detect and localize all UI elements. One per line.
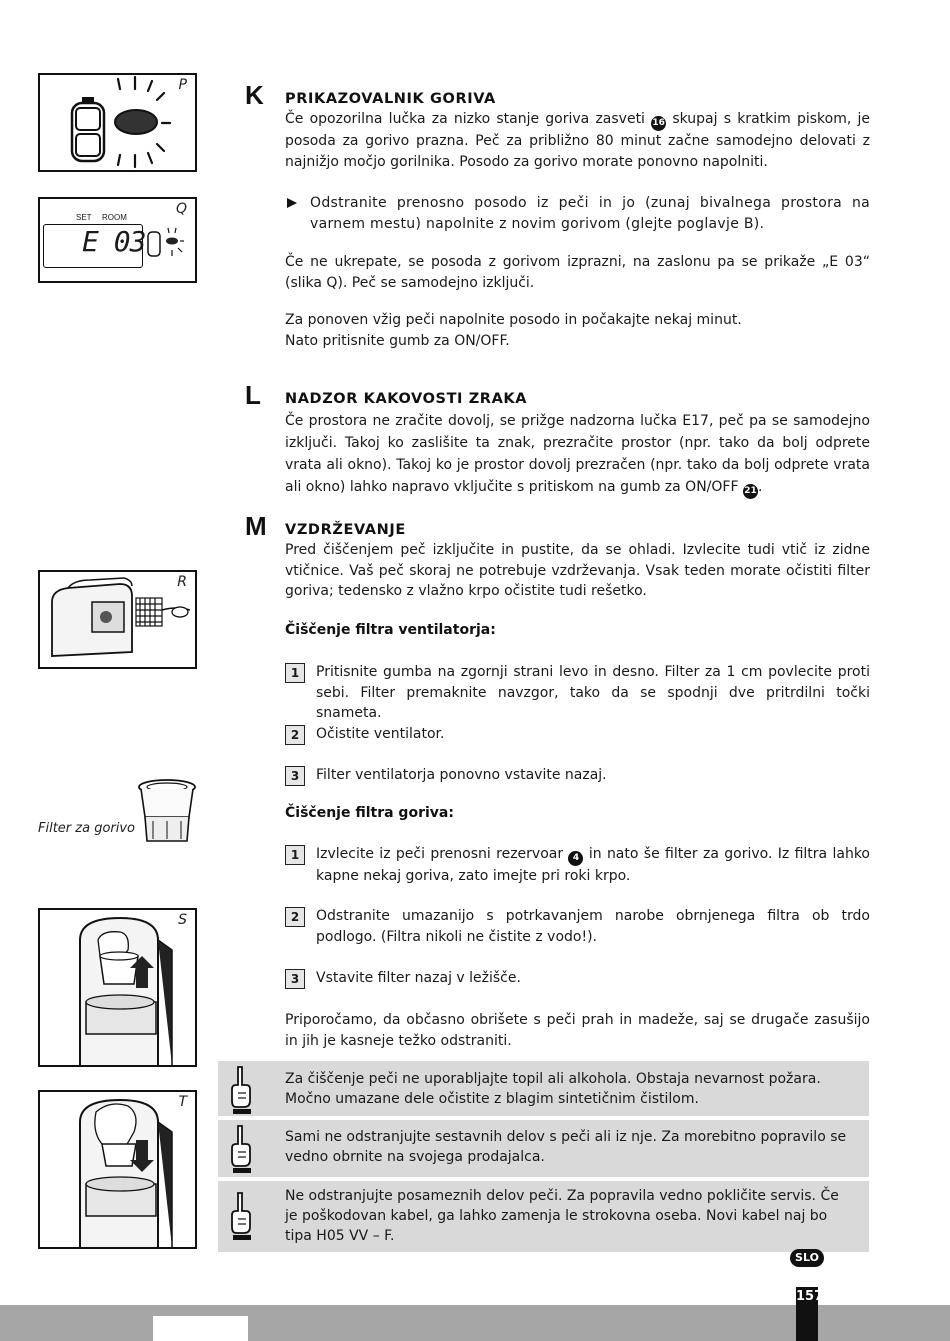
section-letter-k: K bbox=[245, 80, 264, 110]
paragraph: Za ponoven vžig peči napolnite posodo in počakajte nekaj minut. Nato pritisnite gumb za ON/OFF. bbox=[285, 312, 742, 349]
footer-tab bbox=[153, 1316, 248, 1341]
display-room-label: ROOM bbox=[102, 213, 127, 222]
figure-label: T bbox=[178, 1094, 187, 1110]
step-text: Očistite ventilator. bbox=[316, 726, 445, 742]
warning-note bbox=[218, 1120, 869, 1177]
figure-r bbox=[38, 570, 197, 669]
figure-label: S bbox=[178, 912, 187, 928]
bullet-text: Odstranite prenosno posodo iz peči in jo (zunaj bivalnega prostora na varnem mestu) napolnite z novim gorivom (glejte poglavje B). bbox=[310, 195, 870, 232]
figure-label: P bbox=[178, 77, 187, 93]
figure-label: Q bbox=[175, 201, 187, 217]
subheading-fan-filter: Čiščenje filtra ventilatorja: bbox=[285, 622, 496, 638]
section-title-air-quality: NADZOR KAKOVOSTI ZRAKA bbox=[285, 391, 528, 407]
step-text: Filter ventilatorja ponovno vstavite nazaj. bbox=[316, 767, 607, 783]
warning-note bbox=[218, 1061, 869, 1116]
step-number: 3 bbox=[285, 969, 305, 989]
reference-badge: 21 bbox=[743, 484, 758, 499]
subheading-fuel-filter: Čiščenje filtra goriva: bbox=[285, 805, 454, 821]
figure-q bbox=[38, 197, 197, 283]
fuel-filter-icon bbox=[135, 777, 199, 845]
step-number: 1 bbox=[285, 845, 305, 865]
pointing-hand-icon bbox=[226, 1124, 256, 1174]
section-title-maintenance: VZDRŽEVANJE bbox=[285, 522, 406, 538]
figure-p bbox=[38, 73, 197, 172]
step-number: 2 bbox=[285, 725, 305, 745]
note-text: Za čiščenje peči ne uporabljajte topil ali alkohola. Obstaja nevarnost požara. Močno umazane dele očistite z blagim sintetičnim čistilom. bbox=[285, 1071, 821, 1107]
paragraph: Pred čiščenjem peč izključite in pustite, da se ohladi. Izvlecite tudi vtič iz zidne vtičnice. Vaš peč skoraj ne potrebuje vzdrževanja. Vsak teden morate očistiti filter goriva; tedensko z vlažno krpo očistite tudi rešetko. bbox=[285, 542, 870, 599]
step-text: Odstranite umazanijo s potrkavanjem narobe obrnjenega filtra ob trdo podlogo. (Filtra nikoli ne čistite z vodo!). bbox=[316, 908, 870, 945]
figure-label: R bbox=[177, 574, 187, 590]
section-letter-m: M bbox=[245, 511, 267, 541]
step-text: Pritisnite gumba na zgornji strani levo in desno. Filter za 1 cm povlecite proti sebi. Filter premaknite navzgor, tako da se spodnji dve pritrdilni točki snameta. bbox=[316, 664, 870, 721]
reference-badge: 4 bbox=[568, 851, 583, 866]
step-number: 3 bbox=[285, 766, 305, 786]
section-letter-l: L bbox=[245, 380, 261, 410]
step-text: Izvlecite iz peči prenosni rezervoar 4 in nato še filter za gorivo. Iz filtra lahko kapne nekaj goriva, zato imejte pri roki krpo. bbox=[316, 846, 870, 884]
paragraph: Če ne ukrepate, se posoda z gorivom izprazni, na zaslonu pa se prikaže „E 03“ (slika Q). Peč se samodejno izključi. bbox=[285, 254, 870, 291]
fuel-gauge-small-icon bbox=[144, 226, 194, 266]
heater-filter-illustration bbox=[40, 572, 195, 667]
fuel-gauge-illustration bbox=[40, 75, 195, 170]
step-text: Vstavite filter nazaj v ležišče. bbox=[316, 970, 521, 986]
fuel-filter-caption: Filter za gorivo bbox=[38, 821, 136, 836]
paragraph: Če opozorilna lučka za nizko stanje goriva zasveti 16 skupaj s kratkim piskom, je posoda za gorivo prazna. Peč za približno 80 minut začne samodejno delovati z najnižjo močjo gorilnika. Posodo za gorivo morate ponovno napolniti. bbox=[285, 111, 870, 170]
paragraph: Če prostora ne zračite dovolj, se prižge nadzorna lučka E17, peč pa se samodejno izključi. Takoj ko zaslišite ta znak, prezračite prostor (npr. tako da bolj odprete vrata ali okno). Takoj ko je prostor dovolj prezračen (npr. tako da bolj odprete vrata ali okno) lahko napravo vključite s pritiskom na gumb za ON/OFF 21. bbox=[285, 410, 870, 499]
note-text: Sami ne odstranjujte sestavnih delov s peči ali iz nje. Za morebitno popravilo se vedno obrnite na svojega prodajalca. bbox=[285, 1129, 847, 1165]
warning-note bbox=[218, 1181, 869, 1252]
filter-removal-illustration bbox=[40, 910, 195, 1065]
pointing-hand-icon bbox=[226, 1065, 256, 1115]
step-number: 2 bbox=[285, 907, 305, 927]
page-number: 157 bbox=[796, 1287, 818, 1341]
figure-s bbox=[38, 908, 197, 1067]
figure-t bbox=[38, 1090, 197, 1249]
pointing-hand-icon bbox=[226, 1191, 256, 1241]
filter-insert-illustration bbox=[40, 1092, 195, 1247]
display-error-code: E 03 bbox=[82, 225, 146, 258]
section-title-fuel-gauge: PRIKAZOVALNIK GORIVA bbox=[285, 91, 496, 107]
display-set-label: SET bbox=[76, 213, 92, 222]
reference-badge: 16 bbox=[651, 116, 666, 131]
bullet-arrow-icon bbox=[287, 198, 297, 208]
language-badge: SLO bbox=[790, 1249, 824, 1267]
step-number: 1 bbox=[285, 663, 305, 683]
paragraph: Priporočamo, da občasno obrišete s peči prah in madeže, saj se drugače zasušijo in jih je kasneje težko odstraniti. bbox=[285, 1012, 870, 1049]
note-text: Ne odstranjujte posameznih delov peči. Za popravila vedno pokličite servis. Če je poškodovan kabel, ga lahko zamenja le strokovna oseba. Novi kabel naj bo tipa H05 VV – F. bbox=[285, 1188, 839, 1244]
